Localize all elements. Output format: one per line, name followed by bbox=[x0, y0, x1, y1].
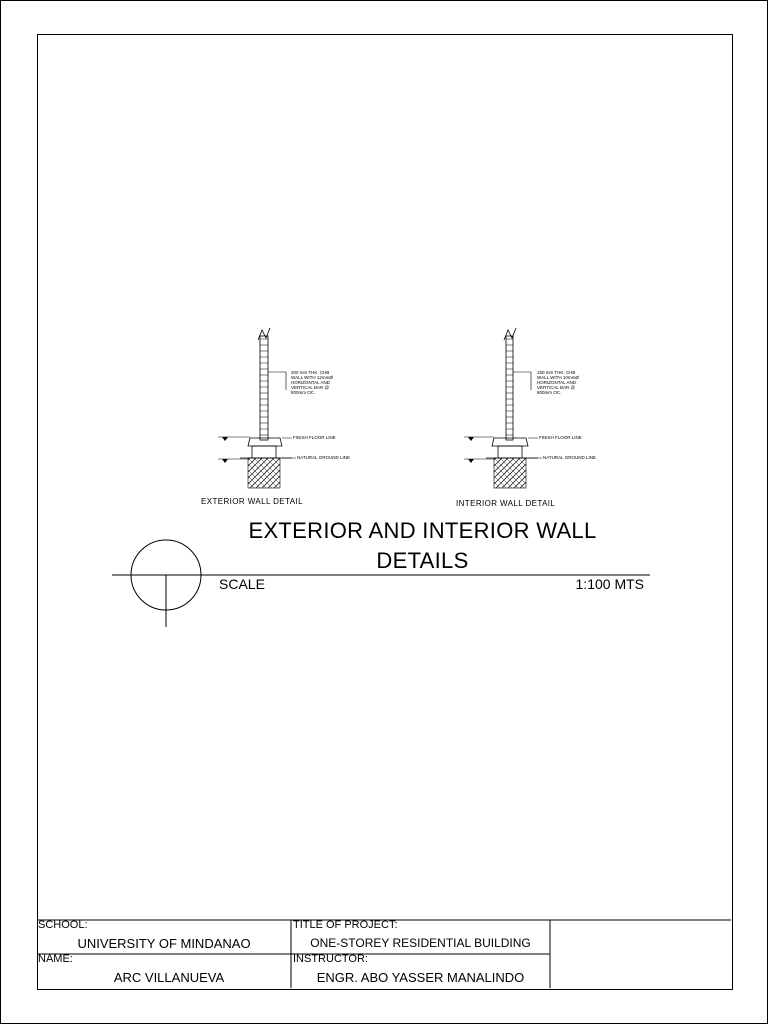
school-value: UNIVERSITY OF MINDANAO bbox=[77, 936, 251, 951]
project-value: ONE-STOREY RESIDENTIAL BUILDING bbox=[310, 936, 531, 950]
exterior-ground-label: NATURAL GROUND LINE bbox=[297, 455, 351, 460]
exterior-note-leader bbox=[268, 372, 286, 390]
interior-level-marker-2 bbox=[468, 459, 474, 463]
exterior-chb-wall bbox=[260, 336, 268, 440]
exterior-level-marker-2 bbox=[222, 459, 228, 463]
interior-footing bbox=[498, 446, 522, 458]
scale-value: 1:100 MTS bbox=[575, 576, 644, 592]
project-label: TITLE OF PROJECT: bbox=[293, 919, 398, 931]
exterior-level-marker-1 bbox=[222, 437, 228, 441]
school-label: SCHOOL: bbox=[38, 919, 88, 931]
name-value: ARC VILLANUEVA bbox=[113, 970, 225, 985]
exterior-wall-detail bbox=[218, 328, 296, 488]
exterior-soil-hatch bbox=[248, 458, 280, 488]
instructor-label: INSTRUCTOR: bbox=[293, 953, 368, 965]
interior-level-marker-1 bbox=[468, 437, 474, 441]
exterior-finish-floor-label: FINISH FLOOR LINE bbox=[293, 435, 336, 440]
interior-ground-label: NATURAL GROUND LINE bbox=[543, 455, 597, 460]
interior-finish-floor-label: FINISH FLOOR LINE bbox=[539, 435, 582, 440]
scale-label: SCALE bbox=[219, 576, 265, 592]
interior-wall-detail bbox=[464, 328, 542, 488]
interior-wall-note: 150 mm THK. CHB WALL WITH 10mmØ HORIZONTAL AND VERTICAL BAR @ 800mm OC. bbox=[537, 370, 579, 395]
instructor-value: ENGR. ABO YASSER MANALINDO bbox=[316, 970, 525, 985]
exterior-footing bbox=[252, 446, 276, 458]
exterior-wall-note: 200 mm THK. CHB WALL WITH 12mmØ HORIZONTAL AND VERTICAL BAR @ 800mm OC. bbox=[291, 370, 333, 395]
interior-note-leader bbox=[513, 372, 531, 390]
name-label: NAME: bbox=[38, 953, 73, 965]
interior-chb-wall bbox=[506, 336, 513, 440]
exterior-caption: EXTERIOR WALL DETAIL bbox=[201, 497, 303, 506]
sheet-title: EXTERIOR AND INTERIOR WALL DETAILS bbox=[248, 518, 597, 573]
interior-caption: INTERIOR WALL DETAIL bbox=[456, 499, 556, 508]
interior-soil-hatch bbox=[494, 458, 526, 488]
